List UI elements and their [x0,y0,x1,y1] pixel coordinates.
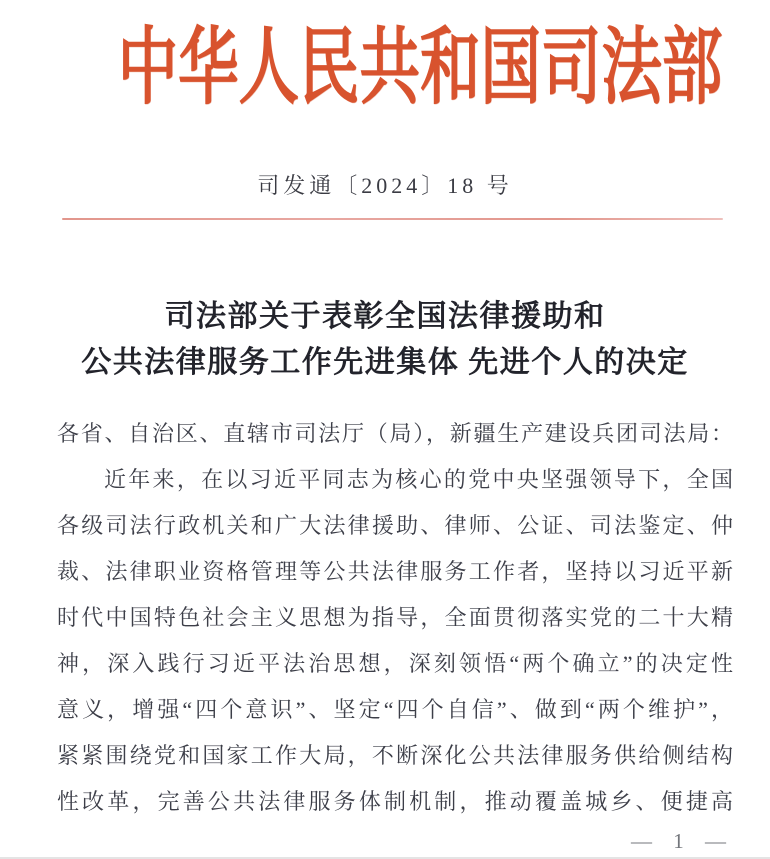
agency-name: 中华人民共和国司法部 [117,22,723,115]
body-line: 近年来，在以习近平同志为核心的党中央坚强领导下，全国 [104,467,733,492]
document-title-line-2: 公共法律服务工作先进集体 先进个人的决定 [81,346,689,379]
document-number: 司发通〔2024〕18 号 [257,173,513,198]
document-title-line-1: 司法部关于表彰全国法律援助和 [164,300,606,333]
body-line: 裁、法律职业资格管理等公共法律服务工作者，坚持以习近平新 [57,559,733,584]
body-line: 意义，增强“四个意识”、坚定“四个自信”、做到“两个维护”， [57,697,733,722]
salutation-line: 各省、自治区、直辖市司法厅（局），新疆生产建设兵团司法局： [57,421,733,446]
body-line: 紧紧围绕党和国家工作大局，不断深化公共法律服务供给侧结构 [57,743,733,768]
body-line: 各级司法行政机关和广大法律援助、律师、公证、司法鉴定、仲 [57,513,733,538]
document-body [0,411,770,825]
body-line: 性改革，完善公共法律服务体制机制，推动覆盖城乡、便捷高 [57,789,733,814]
page-number: — 1 — [631,829,728,853]
body-line: 神，深入践行习近平法治思想，深刻领悟“两个确立”的决定性 [57,651,733,676]
red-divider-line [62,218,723,220]
document-title [0,294,770,386]
body-line: 时代中国特色社会主义思想为指导，全面贯彻落实党的二十大精 [57,605,733,630]
letterhead [0,19,770,119]
